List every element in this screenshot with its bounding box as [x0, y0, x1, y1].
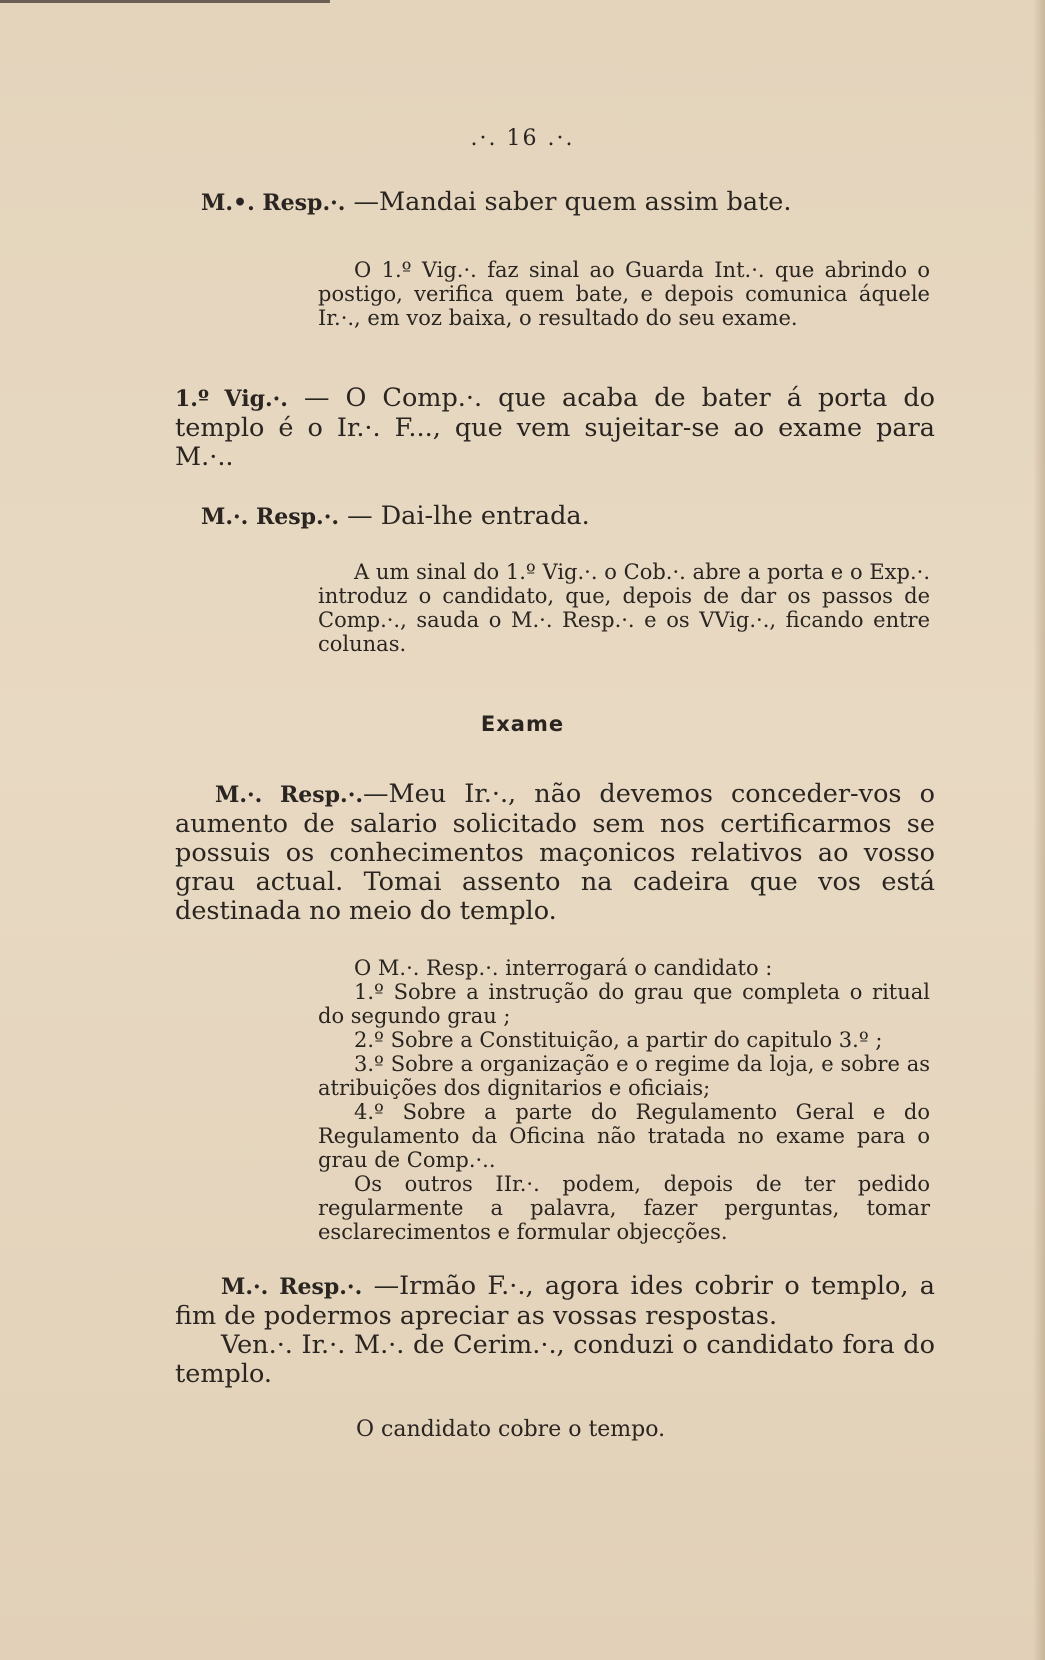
speech-text: —Meu Ir.·., não devemos conceder-vos o aumento de salario solicitado sem nos certificarmos se possuis os conhecimentos maçonicos relativos ao vosso grau actual. Tomai assento na cadeira que vos está destinada no meio do templo. — [175, 779, 935, 926]
speech-master-1 — [175, 188, 935, 218]
speech-master-4 — [175, 1272, 935, 1389]
speech-master-2 — [175, 502, 935, 532]
instruction-item-1: 1.º Sobre a instrução do grau que completa o ritual do segundo grau ; — [318, 980, 930, 1028]
examination-instructions — [318, 956, 930, 1244]
instruction-closing: Os outros IIr.·. podem, depois de ter pedido regularmente a palavra, fazer perguntas, tomar esclarecimentos e formular objecções. — [318, 1172, 930, 1244]
stage-text: O candidato cobre o tempo. — [356, 1417, 666, 1442]
page-top-edge — [0, 0, 330, 3]
speaker-label: 1.º Vig.·. — [175, 386, 288, 412]
stage-direction-2 — [318, 560, 930, 656]
instruction-item-2: 2.º Sobre a Constituição, a partir do capitulo 3.º ; — [354, 1028, 883, 1052]
instruction-item-3: 3.º Sobre a organização e o regime da loja, e sobre as atribuições dos dignitarios e oficiais; — [318, 1052, 930, 1100]
speech-first-warden — [175, 384, 935, 472]
speech-text: —Mandai saber quem assim bate. — [345, 187, 792, 217]
stage-direction-1 — [318, 258, 930, 330]
instruction-item-4: 4.º Sobre a parte do Regulamento Geral e do Regulamento da Oficina não tratada no exame para o grau de Comp.·.. — [318, 1100, 930, 1172]
section-heading: Exame — [480, 712, 565, 736]
speaker-label: M.·. Resp.·. — [221, 1274, 363, 1300]
stage-direction-final — [356, 1418, 956, 1442]
stage-text: O 1.º Vig.·. faz sinal ao Guarda Int.·. que abrindo o postigo, verifica quem bate, e depois comunica áquele Ir.·., em voz baixa, o resultado do seu exame. — [318, 258, 930, 330]
stage-text: A um sinal do 1.º Vig.·. o Cob.·. abre a porta e o Exp.·. introduz o candidato, que, depois de dar os passos de Comp.·., sauda o M.·. Resp.·. e os VVig.·., ficando entre colunas. — [318, 560, 930, 656]
speech-text: — Dai-lhe entrada. — [339, 501, 590, 531]
speech-text-continued: Ven.·. Ir.·. M.·. de Cerim.·., conduzi o candidato fora do templo. — [175, 1330, 935, 1389]
page-right-edge — [1033, 0, 1045, 1660]
speaker-label: M.·. Resp.·. — [215, 782, 364, 808]
instruction-intro: O M.·. Resp.·. interrogará o candidato : — [354, 956, 773, 980]
speech-text: —Irmão F.·., agora ides cobrir o templo, a fim de podermos apreciar as vossas respostas. — [175, 1271, 936, 1331]
speech-text: — O Comp.·. que acaba de bater á porta do templo é o Ir.·. F..., que vem sujeitar-se ao exame para M.·.. — [175, 383, 935, 472]
speech-master-3 — [175, 780, 935, 926]
speaker-label: M.·. Resp.·. — [201, 504, 340, 530]
page-number: .·. 16 .·. — [470, 126, 575, 151]
speaker-label: M.•. Resp.·. — [201, 190, 346, 216]
